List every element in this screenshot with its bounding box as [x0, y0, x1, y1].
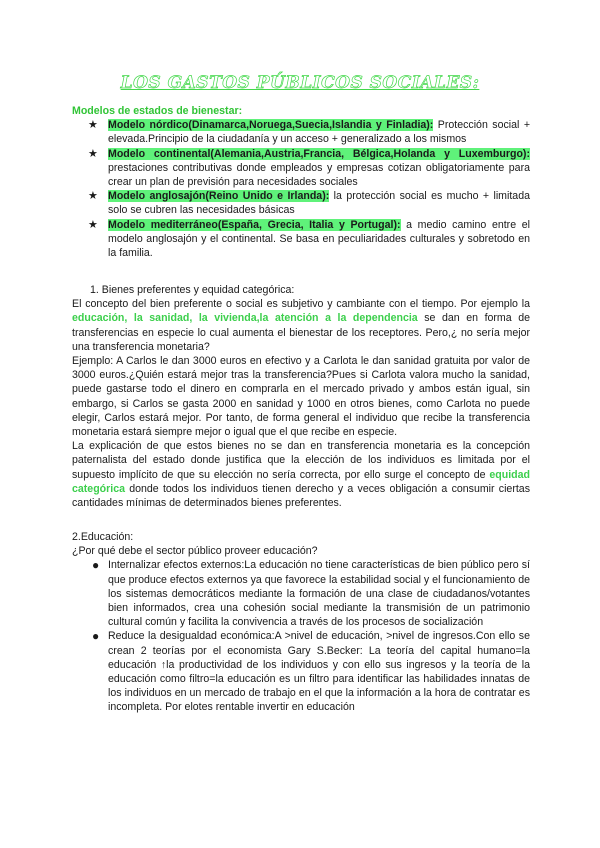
model-text: prestaciones contributivas donde empleados y empresas cotizan obligatoriamente para crear un plan de previsión para necesidades sociales — [108, 161, 530, 189]
model-name: Modelo anglosajón(Reino Unido e Irlanda): — [108, 190, 330, 203]
star-bullet-icon: ★ — [88, 147, 98, 160]
section-question: ¿Por qué debe el sector público proveer educación? — [72, 545, 318, 558]
model-text: a medio camino entre el modelo anglosajón y el continental. Se basa en peculiaridades culturales y sobretodo en la familia. — [108, 218, 530, 260]
list-item-text: Internalizar efectos externos:La educación no tiene características de bien público pero sí que produce efectos externos ya que favorece la estabilidad social y el funcionamiento de los sistemas democráticos mediante la formación de una clase de ciudadanos/votantes bien informados, crea una cohesión social mediante la transmisión de un patrimonio cultural común y facilita la convivencia a través de los procesos de socialización — [108, 559, 530, 629]
model-item — [72, 189, 530, 217]
models-section — [72, 104, 530, 260]
paragraph — [72, 297, 530, 354]
bullet-dot-icon: ● — [92, 629, 100, 644]
page-title: LOS GASTOS PÚBLICOS SOCIALES: — [120, 73, 480, 93]
highlighted-text: educación, la sanidad, la vivienda,la atención a la dependencia — [72, 312, 418, 325]
model-text: Protección social + elevada.Principio de la ciudadanía y un acceso + generalizado a los mismos — [108, 119, 531, 146]
star-bullet-icon: ★ — [88, 190, 98, 203]
model-name: Modelo mediterráneo(España, Grecia, Italia y Portugal): — [108, 218, 401, 231]
list-item — [72, 558, 530, 629]
section-heading: 2.Educación: — [72, 531, 134, 543]
star-bullet-icon: ★ — [88, 218, 98, 231]
text-run: donde todos los individuos tienen derecho y a veces obligación a consumir ciertas cantidades mínimas de determinados bienes preferentes. — [72, 482, 530, 510]
section-heading: 1. Bienes preferentes y equidad categórica: — [90, 284, 295, 296]
section-educacion — [72, 530, 530, 715]
model-item — [72, 218, 530, 261]
list-item — [72, 629, 530, 714]
models-heading: Modelos de estados de bienestar: — [72, 105, 243, 117]
paragraph — [72, 439, 530, 510]
model-name: Modelo continental(Alemania,Austria,Francia, Bélgica,Holanda y Luxemburgo): — [108, 147, 530, 160]
model-text: la protección social es mucho + limitada solo se cubren las necesidades básicas — [108, 190, 530, 217]
text-run: El concepto del bien preferente o social es subjetivo y cambiante con el tiempo. Por ejemplo la — [72, 298, 530, 311]
text-run: La explicación de que estos bienes no se dan en transferencia monetaria es la concepción paternalista del estado donde justifica que la elección de los individuos es limitada por el supuesto implícito de que su elección no sería correcta, por ello surge el concepto de — [72, 440, 530, 481]
bullet-dot-icon: ● — [92, 558, 100, 573]
star-bullet-icon: ★ — [88, 119, 98, 132]
text-run: se dan en forma de transferencias en especie lo cual aumenta el bienestar de los receptores. Pero,¿ no sería mejor una transferencia monetaria? — [72, 312, 530, 353]
list-item-text: Reduce la desigualdad económica:A >nivel de educación, >nivel de ingresos.Con ello se crean 2 teorías por el economista Gary S.Becker: La teoría del capital humano=la educación ↑la productividad de los individuos y con ello sus ingresos y la teoría de la educación como filtro=la educación es un filtro para identificar las habilidades innatas de los individuos en un mercado de trabajo en el que la información a la hora de contratar es incompleta. Por eloteѕ rentable invertir en educación — [108, 630, 530, 714]
section-bienes — [72, 283, 530, 510]
paragraph: Ejemplo: A Carlos le dan 3000 euros en efectivo y a Carlota le dan sanidad gratuita por valor de 3000 euros.¿Quién estará mejor tras la transferencia?Pues si Carlota valora mucho la sanidad, puede gastarse todo el dinero en comprarla en el mercado privado y ambos están igual, sin embargo, si Carlos se gasta 2000 en sanidad y 1000 en otros bienes, como Carlota no puede elegir, Carlos estará mejor. Por tanto, de forma general el individuo que recibe la transferencia monetaria estará siempre mejor o igual que el que recibe en especie. — [72, 355, 530, 439]
model-name: Modelo nórdico(Dinamarca,Noruega,Suecia,Islandia y Finladia): — [108, 119, 434, 132]
model-item — [72, 147, 530, 190]
highlighted-text: equidad categórica — [72, 468, 530, 495]
model-item — [72, 118, 530, 146]
